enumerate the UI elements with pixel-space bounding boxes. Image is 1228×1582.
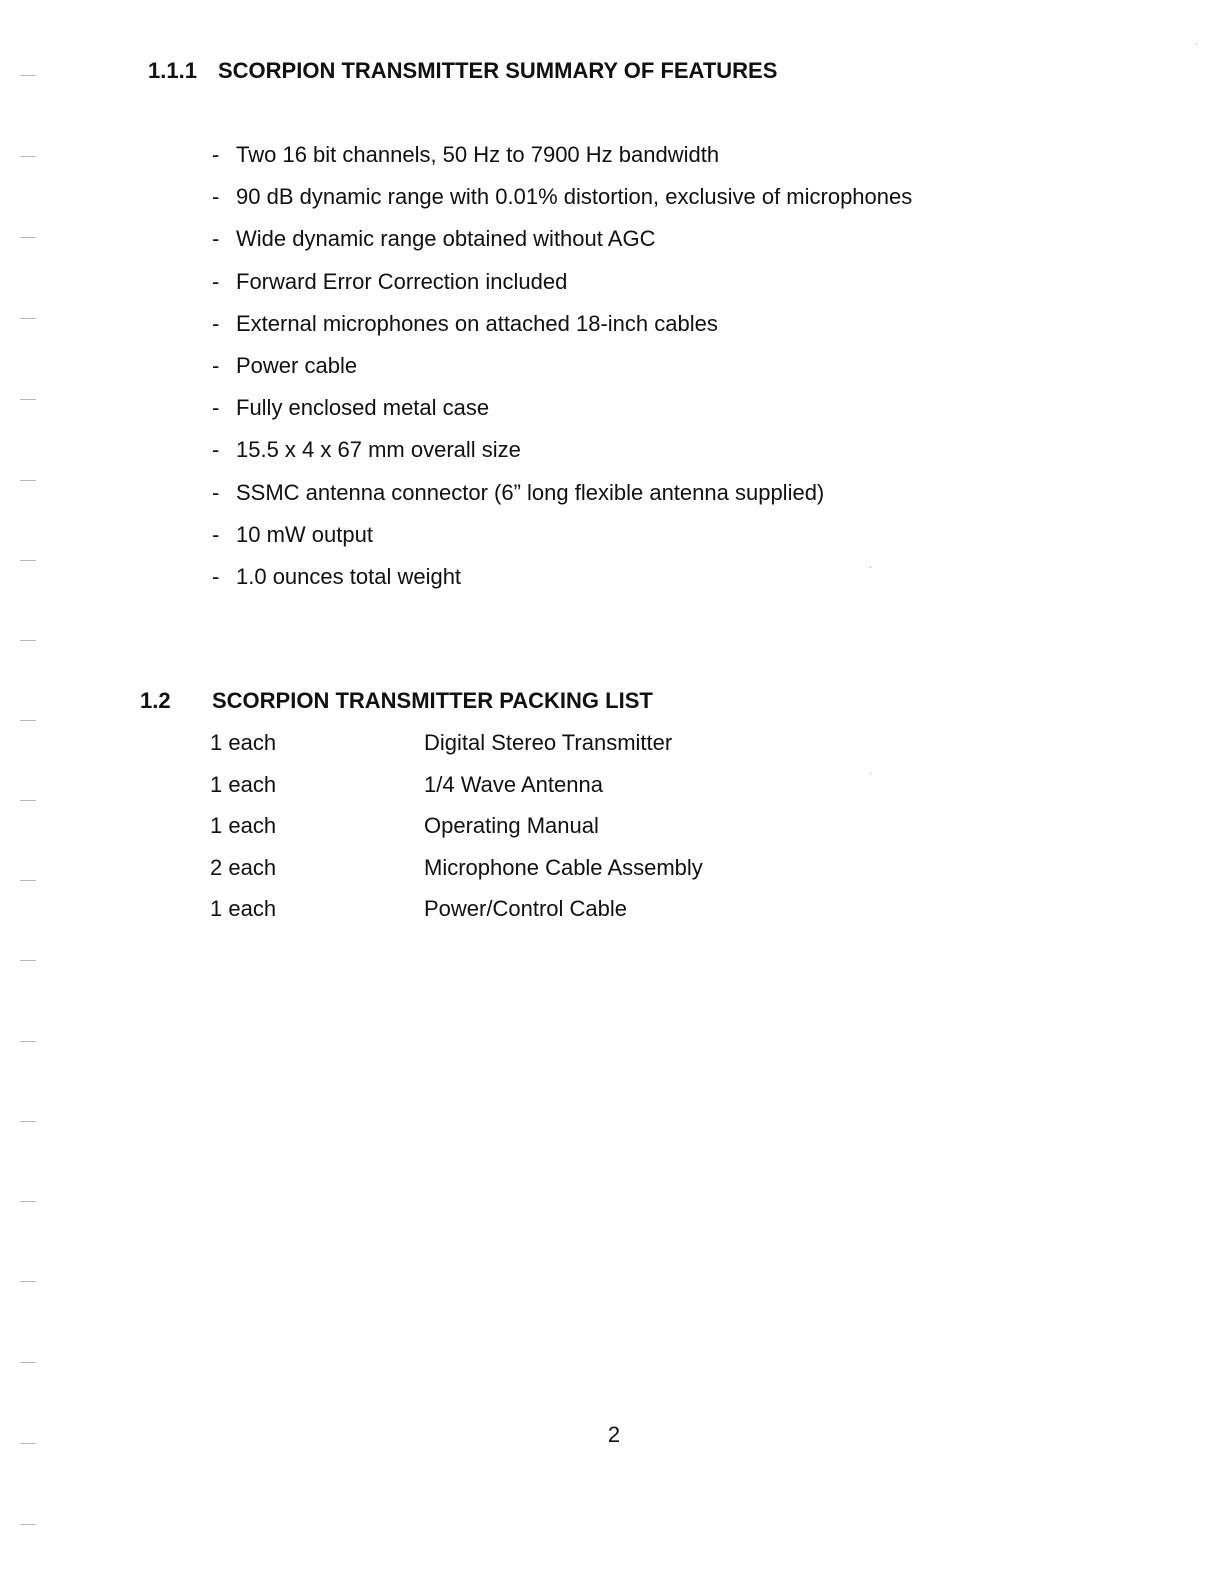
packing-heading: [140, 688, 653, 714]
bullet-dash: -: [212, 563, 220, 589]
summary-heading: [148, 58, 777, 84]
bullet-dash: -: [212, 352, 220, 378]
margin-tick: [20, 960, 36, 961]
feature-item: [212, 522, 912, 564]
binder-margin-marks: [20, 0, 40, 1582]
margin-tick: [20, 480, 36, 481]
feature-text: 15.5 x 4 x 67 mm overall size: [236, 437, 521, 463]
packing-description: Power/Control Cable: [424, 896, 627, 921]
packing-quantity: 1 each: [210, 771, 277, 797]
bullet-dash: -: [212, 310, 220, 336]
feature-item: [212, 269, 912, 311]
feature-text: Power cable: [236, 352, 358, 378]
margin-tick: [20, 318, 36, 319]
packing-description: 1/4 Wave Antenna: [424, 771, 603, 797]
packing-quantity: 2 each: [210, 854, 277, 880]
margin-tick: [20, 1281, 36, 1282]
feature-item: [212, 226, 912, 268]
feature-text: SSMC antenna connector (6” long flexible antenna supplied): [236, 479, 825, 505]
margin-tick: [20, 75, 36, 76]
packing-row: [210, 730, 703, 772]
packing-row: [210, 855, 703, 897]
feature-text: Two 16 bit channels, 50 Hz to 7900 Hz bandwidth: [236, 142, 720, 167]
packing-description: Digital Stereo Transmitter: [424, 730, 673, 755]
margin-tick: [20, 1362, 36, 1363]
bullet-dash: -: [212, 437, 220, 463]
margin-tick: [20, 1121, 36, 1122]
packing-list: [210, 730, 703, 938]
feature-item: [212, 437, 912, 479]
feature-item: [212, 184, 912, 226]
margin-tick: [20, 1201, 36, 1202]
packing-quantity: 1 each: [210, 813, 277, 838]
margin-tick: [20, 880, 36, 881]
page-number: 2: [607, 1422, 621, 1447]
packing-section-title: SCORPION TRANSMITTER PACKING LIST: [212, 688, 653, 713]
feature-item: [212, 480, 912, 522]
packing-row: [210, 772, 703, 814]
packing-row: [210, 896, 703, 938]
margin-tick: [20, 1524, 36, 1525]
packing-row: [210, 813, 703, 855]
packing-description: Operating Manual: [424, 813, 599, 838]
features-list: [212, 142, 912, 606]
margin-tick: [20, 1041, 36, 1042]
summary-section-number: 1.1.1: [148, 58, 197, 83]
feature-text: External microphones on attached 18-inch cables: [236, 310, 718, 336]
bullet-dash: -: [212, 226, 220, 252]
bullet-dash: -: [212, 521, 220, 547]
bullet-dash: -: [212, 479, 220, 505]
packing-quantity: 1 each: [210, 896, 277, 921]
feature-text: Fully enclosed metal case: [236, 395, 490, 421]
feature-item: [212, 353, 912, 395]
margin-tick: [20, 560, 36, 561]
packing-quantity: 1 each: [210, 730, 277, 755]
bullet-dash: -: [212, 142, 220, 167]
bullet-dash: -: [212, 395, 220, 421]
packing-section-number: 1.2: [140, 688, 171, 713]
margin-tick: [20, 800, 36, 801]
feature-text: 90 dB dynamic range with 0.01% distortion, exclusive of microphones: [236, 184, 913, 210]
feature-text: Forward Error Correction included: [236, 268, 568, 294]
feature-text: 1.0 ounces total weight: [236, 563, 462, 589]
margin-tick: [20, 720, 36, 721]
feature-text: Wide dynamic range obtained without AGC: [236, 226, 656, 252]
margin-tick: [20, 237, 36, 238]
margin-tick: [20, 156, 36, 157]
summary-section-title: SCORPION TRANSMITTER SUMMARY OF FEATURES: [218, 58, 778, 83]
scan-speck: [870, 773, 871, 774]
packing-description: Microphone Cable Assembly: [424, 854, 703, 880]
margin-tick: [20, 399, 36, 400]
feature-text: 10 mW output: [236, 521, 373, 547]
bullet-dash: -: [212, 268, 220, 294]
feature-item: [212, 142, 912, 184]
margin-tick: [20, 640, 36, 641]
feature-item: [212, 311, 912, 353]
feature-item: [212, 395, 912, 437]
feature-item: [212, 564, 912, 606]
bullet-dash: -: [212, 184, 220, 210]
scan-speck: [1196, 44, 1197, 45]
